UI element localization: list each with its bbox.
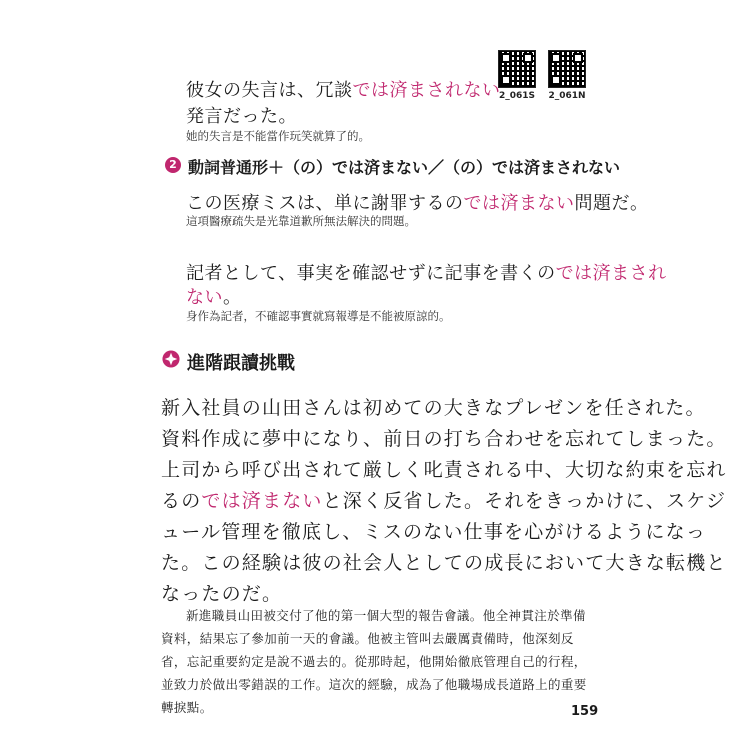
advanced-line-4-highlight: では済まない — [201, 490, 323, 512]
example3-line1 — [186, 259, 667, 285]
advanced-translation-3: 省，忘記重要約定是說不過去的。從那時起，他開始徹底管理自己的行程， — [161, 654, 587, 669]
advanced-line-4-plain-b: と深く反省した。それをきっかけに、スケジ — [322, 490, 727, 512]
page-number: 159 — [571, 704, 599, 719]
advanced-title: 進階跟讀挑戰 — [187, 353, 295, 374]
advanced-translation-1: 新進職員山田被交付了他的第一個大型的報告會議。他全神貫注於準備 — [186, 608, 586, 623]
example1-line2: 発言だった。 — [186, 106, 297, 127]
advanced-line-1: 新入社員の山田さんは初めての大きなプレゼンを任された。 — [161, 397, 706, 419]
qr-label-1: 2_061S — [498, 91, 536, 101]
example3-line1-plain: 記者として、事実を確認せずに記事を書くの — [186, 263, 556, 284]
qr-code-2 — [548, 50, 586, 88]
qr-code-1 — [498, 50, 536, 88]
example1-line1 — [186, 76, 501, 102]
pattern-number-badge: 2 — [165, 157, 181, 173]
example3-line2 — [186, 283, 242, 309]
example2-sentence — [186, 189, 649, 215]
advanced-line-3: 上司から呼び出されて厳しく叱責される中、大切な約束を忘れ — [161, 459, 727, 481]
advanced-line-4 — [161, 486, 726, 513]
advanced-line-4-plain-a: るの — [161, 490, 202, 512]
advanced-line-7: なったのだ。 — [161, 583, 283, 605]
advanced-line-5: ュール管理を徹底し、ミスのない仕事を心がけるようになっ — [161, 521, 707, 543]
example2-translation: 這項醫療疏失是光靠道歉所無法解決的問題。 — [186, 214, 416, 228]
pattern2-title: 動詞普通形＋（の）では済まない／（の）では済まされない — [188, 158, 621, 177]
example2-plain-b: 問題だ。 — [574, 193, 649, 214]
example2-plain-a: この医療ミスは、単に謝罪するの — [186, 193, 464, 214]
advanced-line-6: た。この経験は彼の社会人としての成長において大きな転機と — [161, 552, 727, 574]
example1-translation: 她的失言是不能當作玩笑就算了的。 — [186, 129, 370, 143]
example3-line2-plain: 。 — [223, 287, 242, 308]
example3-line1-highlight: では済まされ — [555, 263, 667, 284]
advanced-translation-2: 資料，結果忘了參加前一天的會議。他被主管叫去嚴厲責備時，他深刻反 — [161, 631, 574, 646]
star-icon — [162, 350, 180, 368]
advanced-translation-4: 並致力於做出零錯誤的工作。這次的經驗，成為了他職場成長道路上的重要 — [161, 677, 587, 692]
example1-line1-highlight: では済まされない — [352, 80, 501, 101]
qr-label-2: 2_061N — [548, 91, 586, 101]
example3-line2-highlight: ない — [186, 287, 223, 308]
advanced-line-2: 資料作成に夢中になり、前日の打ち合わせを忘れてしまった。 — [161, 428, 727, 450]
example2-highlight: では済まない — [463, 193, 575, 214]
example3-translation: 身作為記者，不確認事實就寫報導是不能被原諒的。 — [186, 309, 451, 323]
example1-line1-plain: 彼女の失言は、冗談 — [186, 80, 353, 101]
advanced-translation-5: 轉捩點。 — [161, 700, 213, 715]
